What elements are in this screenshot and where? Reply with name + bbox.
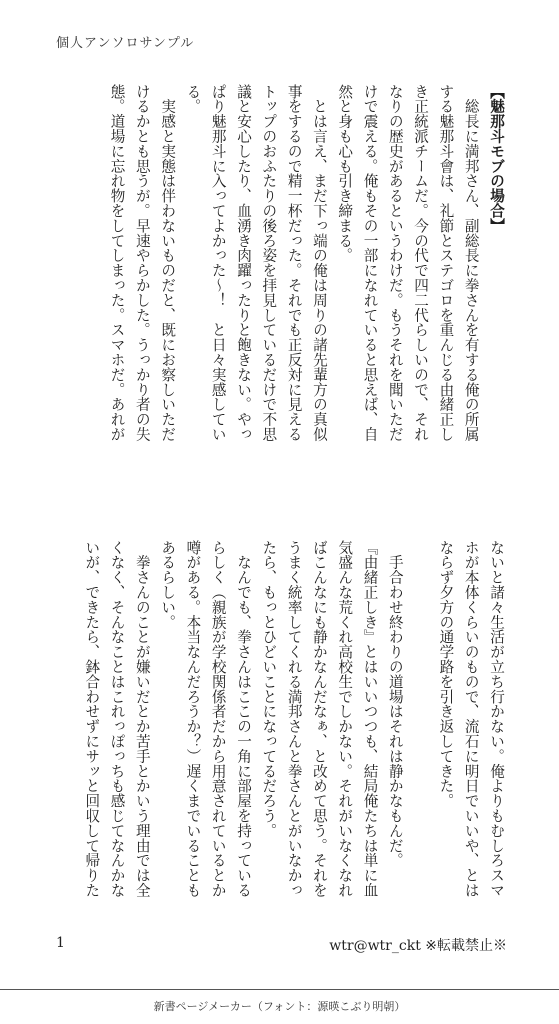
blank-line <box>408 540 433 920</box>
text-line: なんでも、拳さんはここの一角に部屋を持っている <box>235 540 253 898</box>
text-line: 気盛んな荒くれ高校生でしかない。それがいなくなれ <box>336 540 354 898</box>
text-line: ないと諸々生活が立ち行かない。俺よりもむしろスマ <box>488 540 505 898</box>
text-line: ならず夕方の通学路を引き返してきた。 <box>437 540 455 809</box>
text-line: る。 <box>184 84 202 114</box>
text-line: あるらしい。 <box>159 540 177 630</box>
text-line: とは言え、まだ下っ端の俺は周りの諸先輩方の真似 <box>310 84 328 442</box>
text-line: き正統派チームだ。今の代で四二代らしいので、それ <box>412 84 430 442</box>
lower-text-block <box>79 540 509 920</box>
text-line: する魅那斗會は、礼節とステゴロを重んじる由緒正し <box>437 84 455 442</box>
text-line: 実感と実態は伴わないものだと、既にお察しいただ <box>159 84 177 442</box>
text-line: ホが本体くらいのもので、流石に明日でいいや、とは <box>462 540 480 898</box>
text-line: けで震える。俺もその一部になれていると思えば、自 <box>361 84 379 442</box>
book-title: 個人アンソロサンプル <box>56 36 195 51</box>
text-line: 然と身も心も引き締まる。 <box>336 84 354 263</box>
upper-text-block <box>104 84 509 464</box>
text-line: 事をするので精一杯だった。それでも正反対に見える <box>285 84 303 442</box>
text-line: 噂がある。本当なんだろうか？）遅くまでいることも <box>184 540 202 898</box>
section-heading: 【魅那斗モブの場合】 <box>488 84 505 233</box>
author-notice: wtr@wtr_ckt ※転載禁止※ <box>329 938 507 954</box>
page-number: 1 <box>56 935 65 951</box>
text-line: トップのおふたりの後ろ姿を拝見しているだけで不思 <box>260 84 278 442</box>
text-line: いが、できたら、鉢合わせずにサッと回収して帰りた <box>83 540 101 898</box>
text-line: ばこんなにも静かなんだなぁ、と改めて思う。それを <box>310 540 328 898</box>
text-line: 拳さんのことが嫌いだとか苦手とかいう理由では全 <box>133 540 151 898</box>
text-line: うまく統率してくれる満邦さんと拳さんとがいなかっ <box>285 540 303 898</box>
text-line: たら、もっとひどいことになってるだろう。 <box>260 540 278 838</box>
text-line: くなく、そんなことはこれっぽっちも感じてなんかな <box>108 540 126 898</box>
text-line: 議と安心したり、血湧き肉躍ったりと飽きない。やっ <box>235 84 253 442</box>
text-line: ぱり魅那斗に入ってよかった～！ と日々実感してい <box>209 84 227 442</box>
text-line: らしく（親族が学校関係者だから用意されているとか <box>209 540 227 898</box>
text-line: 態。道場に忘れ物をしてしまった。スマホだ。あれが <box>108 84 126 442</box>
text-line: 手合わせ終わりの道場はそれは静かなもんだ。 <box>386 540 404 868</box>
text-line: なりの歴史があるというわけだ。もうそれを聞いただ <box>386 84 404 442</box>
generator-credit: 新書ページメーカー（フォント：源暎こぶり明朝） <box>153 1000 406 1013</box>
text-line: けるかとも思うが。早速やらかした。うっかり者の失 <box>133 84 151 442</box>
text-line: 『由緒正しき』とはいいつつも、結局俺たちは単に血 <box>361 540 379 898</box>
text-line: 総長に満邦さん、副総長に拳さんを有する俺の所属 <box>462 84 480 442</box>
